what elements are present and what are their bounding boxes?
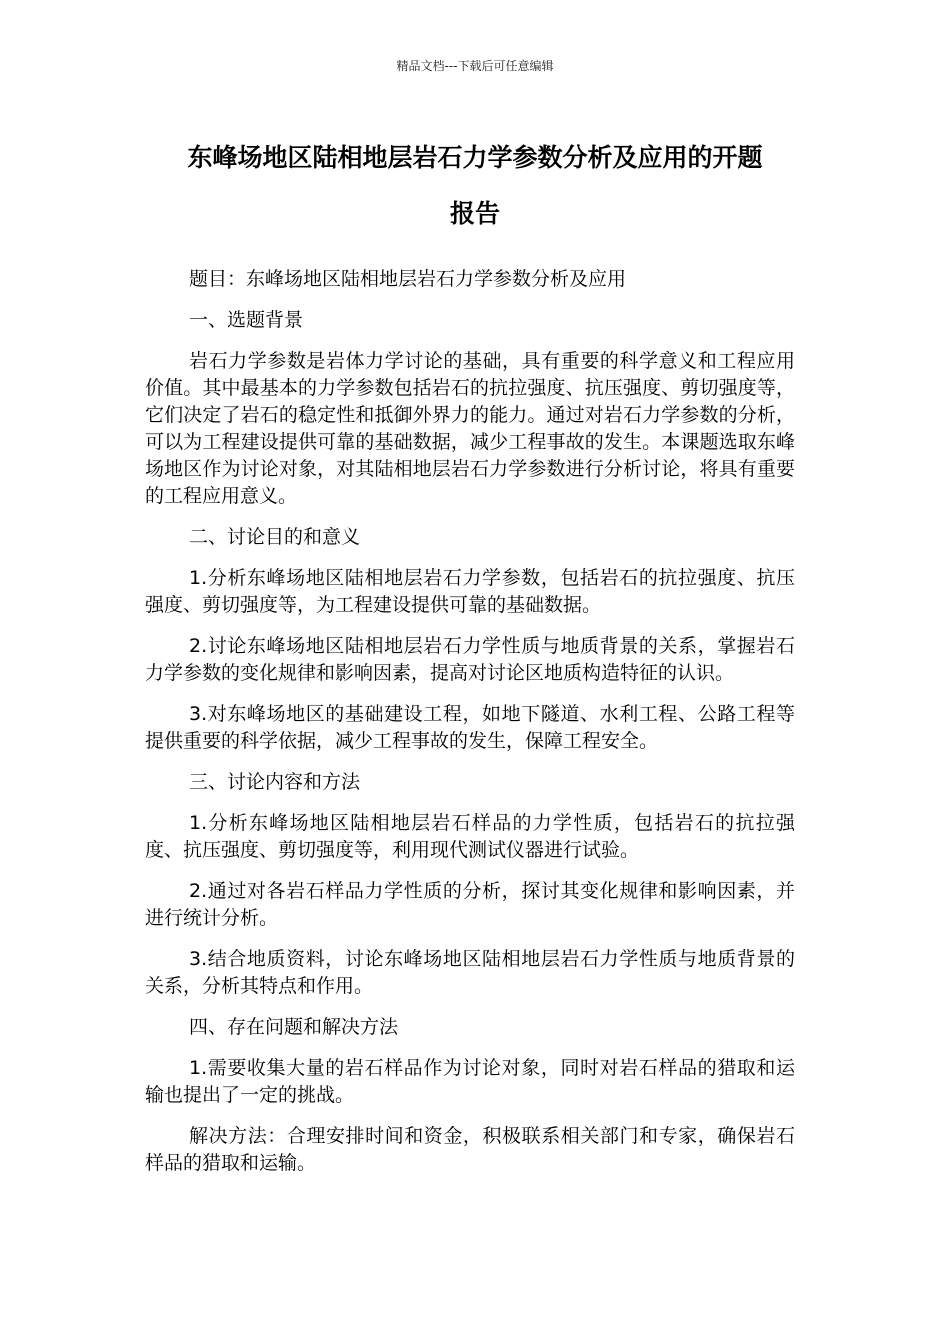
document-title (140, 130, 810, 242)
solution-paragraph: 解决方法：合理安排时间和资金，积极联系相关部门和专家，确保岩石样品的猎取和运输。 (145, 1125, 795, 1174)
method-item-3: 3.结合地质资料，讨论东峰场地区陆相地层岩石力学性质与地质背景的关系，分析其特点和作用。 (145, 948, 795, 997)
document-body (145, 266, 795, 1191)
section-heading-purpose: 二、讨论目的和意义 (189, 526, 361, 548)
purpose-item-1: 1.分析东峰场地区陆相地层岩石力学参数，包括岩石的抗拉强度、抗压强度、剪切强度等，为工程建设提供可靠的基础数据。 (145, 567, 795, 616)
problem-item-1: 1.需要收集大量的岩石样品作为讨论对象，同时对岩石样品的猎取和运输也提出了一定的挑战。 (145, 1057, 795, 1106)
section-heading-background: 一、选题背景 (189, 309, 304, 331)
topic-line: 题目：东峰场地区陆相地层岩石力学参数分析及应用 (189, 268, 627, 290)
section-heading-problems: 四、存在问题和解决方法 (189, 1016, 399, 1038)
header-note: 精品文档---下载后可任意编辑 (396, 59, 554, 73)
section-heading-content-methods: 三、讨论内容和方法 (189, 771, 361, 793)
document-title-line-2: 报告 (449, 199, 500, 228)
paragraph-background: 岩石力学参数是岩体力学讨论的基础，具有重要的科学意义和工程应用价值。其中最基本的力学参数包括岩石的抗拉强度、抗压强度、剪切强度等，它们决定了岩石的稳定性和抵御外界力的能力。通过对岩石力学参数的分析，可以为工程建设提供可靠的基础数据，减少工程事故的发生。本课题选取东峰场地区作为讨论对象，对其陆相地层岩石力学参数进行分析讨论，将具有重要的工程应用意义。 (145, 350, 795, 507)
purpose-item-3: 3.对东峰场地区的基础建设工程，如地下隧道、水利工程、公路工程等提供重要的科学依据，减少工程事故的发生，保障工程安全。 (145, 703, 795, 752)
purpose-item-2: 2.讨论东峰场地区陆相地层岩石力学性质与地质背景的关系，掌握岩石力学参数的变化规律和影响因素，提高对讨论区地质构造特征的认识。 (145, 635, 795, 684)
document-title-line-1: 东峰场地区陆相地层岩石力学参数分析及应用的开题 (187, 143, 763, 172)
method-item-1: 1.分析东峰场地区陆相地层岩石样品的力学性质，包括岩石的抗拉强度、抗压强度、剪切强度等，利用现代测试仪器进行试验。 (145, 812, 795, 861)
method-item-2: 2.通过对各岩石样品力学性质的分析，探讨其变化规律和影响因素，并进行统计分析。 (145, 880, 795, 929)
